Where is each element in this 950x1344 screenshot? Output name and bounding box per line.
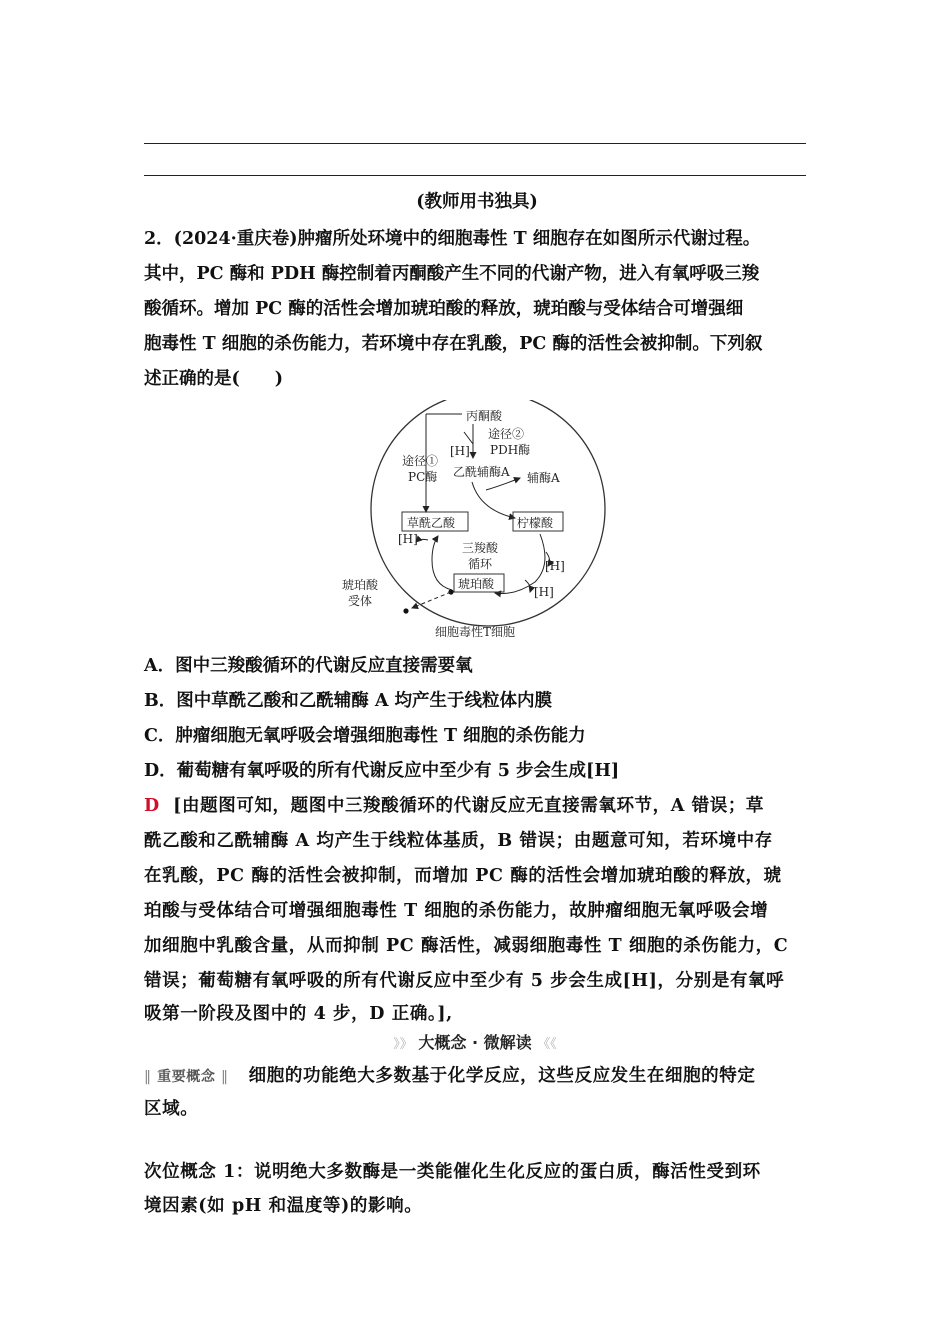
tca-label-1: 三羧酸 <box>462 541 499 555</box>
answer-line-2 <box>144 175 806 176</box>
h-label: [H] <box>534 585 554 599</box>
question-line: 胞毒性 T 细胞的杀伤能力，若环境中存在乳酸，PC 酶的活性会被抑制。下列叙 <box>144 334 763 354</box>
acetyl-coa-label: 乙酰辅酶A <box>453 465 510 479</box>
succinate-release-arrow <box>412 592 451 608</box>
option-d[interactable]: D．葡萄糖有氧呼吸的所有代谢反应中至少有 5 步会生成[H] <box>144 761 620 781</box>
citrate-label: 柠檬酸 <box>517 516 554 530</box>
key-concept-tag: ‖ 重要概念 ‖ <box>144 1069 229 1085</box>
answer-line: 吸第一阶段及图中的 4 步，D 正确。], <box>144 1004 453 1024</box>
h-label: [H] <box>450 444 470 458</box>
option-a[interactable]: A．图中三羧酸循环的代谢反应直接需要氧 <box>144 656 473 676</box>
answer-line <box>144 794 810 818</box>
question-line: 酸循环。增加 PC 酶的活性会增加琥珀酸的释放，琥珀酸与受体结合可增强细 <box>144 299 744 319</box>
path2-label: 途径② <box>488 427 525 441</box>
coa-arrow <box>486 478 520 490</box>
answer-line: 在乳酸，PC 酶的活性会被抑制，而增加 PC 酶的活性会增加琥珀酸的释放，琥 <box>144 866 782 886</box>
cell-caption: 细胞毒性T细胞 <box>435 625 516 639</box>
receptor-dot <box>403 608 408 613</box>
option-b[interactable]: B．图中草酰乙酸和乙酰辅酶 A 均产生于线粒体内膜 <box>144 691 553 711</box>
path1-label: 途径① <box>402 454 439 468</box>
answer-line-1 <box>144 143 806 144</box>
answer-line: 错误；葡萄糖有氧呼吸的所有代谢反应中至少有 5 步会生成[H]，分别是有氧呼 <box>144 971 785 991</box>
key-concept-line-2: 区域。 <box>144 1099 199 1119</box>
succinate-label: 琥珀酸 <box>458 577 495 591</box>
question-line: 述正确的是( ) <box>144 369 284 389</box>
answer-line: 酰乙酸和乙酰辅酶 A 均产生于线粒体基质，B 错误；由题意可知，若环境中存 <box>144 831 773 851</box>
concept-section-title: 大概念 · 微解读 <box>418 1033 532 1052</box>
answer-line: 珀酸与受体结合可增强细胞毒性 T 细胞的杀伤能力，故肿瘤细胞无氧呼吸会增 <box>144 901 769 921</box>
sub-concept-line-1: 次位概念 1：说明绝大多数酶是一类能催化生化反应的蛋白质，酶活性受到环 <box>144 1162 761 1182</box>
h-label: [H] <box>545 559 565 573</box>
receptor-label-1: 琥珀酸 <box>342 578 379 592</box>
pc-label: PC酶 <box>408 470 438 484</box>
chevron-left-icon: 《《 <box>537 1037 557 1052</box>
question-line: 2．(2024·重庆卷)肿瘤所处环境中的细胞毒性 T 细胞存在如图所示代谢过程。 <box>144 229 761 249</box>
pdh-label: PDH酶 <box>490 443 531 457</box>
tca-label-2: 循环 <box>468 557 493 571</box>
sub-concept-line-2: 境因素(如 pH 和温度等)的影响。 <box>144 1196 423 1216</box>
question-line: 其中，PC 酶和 PDH 酶控制着丙酮酸产生不同的代谢产物，进入有氧呼吸三羧 <box>144 264 760 284</box>
chevron-right-icon: 》》 <box>393 1037 413 1052</box>
concept-section-header <box>144 1030 806 1054</box>
h-label: [H] <box>398 532 418 546</box>
option-c[interactable]: C．肿瘤细胞无氧呼吸会增强细胞毒性 T 细胞的杀伤能力 <box>144 726 586 746</box>
answer-text: [由题图可知，题图中三羧酸循环的代谢反应无直接需氧环节，A 错误；草 <box>173 796 765 816</box>
pyruvate-label: 丙酮酸 <box>466 409 503 423</box>
answer-letter: D <box>144 796 160 816</box>
metabolism-diagram <box>340 400 615 642</box>
key-concept <box>144 1064 810 1089</box>
teacher-only-label: (教师用书独具) <box>416 192 538 212</box>
coa-label: 辅酶A <box>527 471 560 485</box>
oxaloacetate-label: 草酰乙酸 <box>407 516 456 530</box>
key-concept-text: 细胞的功能绝大多数基于化学反应，这些反应发生在细胞的特定 <box>248 1066 756 1086</box>
answer-line: 加细胞中乳酸含量，从而抑制 PC 酶活性，减弱细胞毒性 T 细胞的杀伤能力，C <box>144 936 789 956</box>
receptor-label-2: 受体 <box>348 594 373 608</box>
